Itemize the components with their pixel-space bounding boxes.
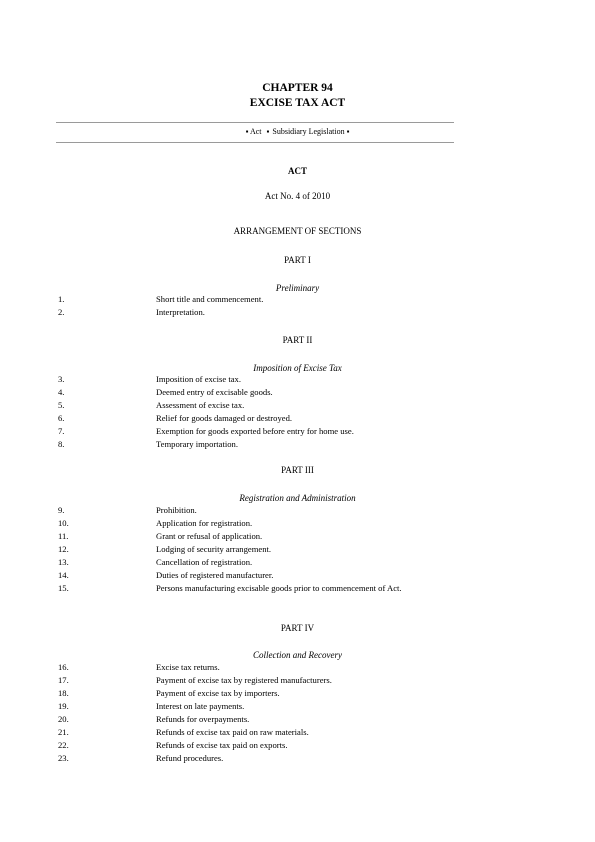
section-title: Refund procedures. xyxy=(156,753,224,763)
section-number: 2. xyxy=(58,307,65,317)
top-divider xyxy=(56,122,454,123)
nav-links xyxy=(0,127,595,136)
act-heading: ACT xyxy=(287,166,307,176)
section-number: 17. xyxy=(58,675,69,685)
section-number: 13. xyxy=(58,557,69,567)
act-number: Act No. 4 of 2010 xyxy=(264,191,331,201)
section-number: 16. xyxy=(58,662,69,672)
subsidiary-legislation-link[interactable]: Subsidiary Legislation xyxy=(272,127,345,136)
section-title: Refunds of excise tax paid on raw materials. xyxy=(156,727,309,737)
section-title: Assessment of excise tax. xyxy=(156,400,245,410)
section-number: 3. xyxy=(58,374,65,384)
section-number: 12. xyxy=(58,544,69,554)
section-number: 5. xyxy=(58,400,65,410)
section-number: 21. xyxy=(58,727,69,737)
chapter-heading: CHAPTER 94 xyxy=(262,82,333,94)
section-title: Deemed entry of excisable goods. xyxy=(156,387,273,397)
part-title: PART III xyxy=(281,465,314,475)
bullet-glyph: ▪ xyxy=(346,127,350,136)
section-title: Excise tax returns. xyxy=(156,662,220,672)
section-title: Payment of excise tax by registered manufacturers. xyxy=(156,675,332,685)
section-title: Duties of registered manufacturer. xyxy=(156,570,274,580)
section-title: Imposition of excise tax. xyxy=(156,374,241,384)
section-number: 14. xyxy=(58,570,69,580)
part-subtitle: Registration and Administration xyxy=(239,493,356,503)
section-title: Refunds of excise tax paid on exports. xyxy=(156,740,288,750)
act-title: EXCISE TAX ACT xyxy=(249,97,346,109)
section-title: Prohibition. xyxy=(156,505,197,515)
bottom-divider xyxy=(56,142,454,143)
part-title: PART II xyxy=(282,335,313,345)
section-title: Lodging of security arrangement. xyxy=(156,544,272,554)
section-number: 19. xyxy=(58,701,69,711)
bullet-glyph: ▪ xyxy=(266,127,270,136)
section-number: 7. xyxy=(58,426,65,436)
section-title: Short title and commencement. xyxy=(156,294,264,304)
part-subtitle: Collection and Recovery xyxy=(253,650,342,660)
section-number: 18. xyxy=(58,688,69,698)
section-number: 23. xyxy=(58,753,69,763)
section-number: 1. xyxy=(58,294,65,304)
section-number: 22. xyxy=(58,740,69,750)
section-number: 20. xyxy=(58,714,69,724)
part-subtitle: Preliminary xyxy=(275,283,320,293)
section-number: 11. xyxy=(58,531,69,541)
arrangement-heading: ARRANGEMENT OF SECTIONS xyxy=(233,226,362,236)
section-title: Cancellation of registration. xyxy=(156,557,253,567)
section-title: Temporary importation. xyxy=(156,439,238,449)
section-title: Application for registration. xyxy=(156,518,253,528)
section-number: 9. xyxy=(58,505,65,515)
section-number: 10. xyxy=(58,518,69,528)
section-title: Refunds for overpayments. xyxy=(156,714,250,724)
section-title: Interest on late payments. xyxy=(156,701,245,711)
section-number: 4. xyxy=(58,387,65,397)
section-title: Grant or refusal of application. xyxy=(156,531,263,541)
act-link[interactable]: Act xyxy=(249,127,262,136)
section-number: 8. xyxy=(58,439,65,449)
section-number: 15. xyxy=(58,583,69,593)
part-subtitle: Imposition of Excise Tax xyxy=(253,363,342,373)
section-title: Exemption for goods exported before entry for home use. xyxy=(156,426,354,436)
section-title: Relief for goods damaged or destroyed. xyxy=(156,413,293,423)
section-title: Persons manufacturing excisable goods prior to commencement of Act. xyxy=(156,583,402,593)
section-title: Interpretation. xyxy=(156,307,205,317)
part-title: PART I xyxy=(284,255,311,265)
bullet-glyph: ▪ xyxy=(245,127,249,136)
part-title: PART IV xyxy=(280,623,315,633)
section-number: 6. xyxy=(58,413,65,423)
section-title: Payment of excise tax by importers. xyxy=(156,688,280,698)
